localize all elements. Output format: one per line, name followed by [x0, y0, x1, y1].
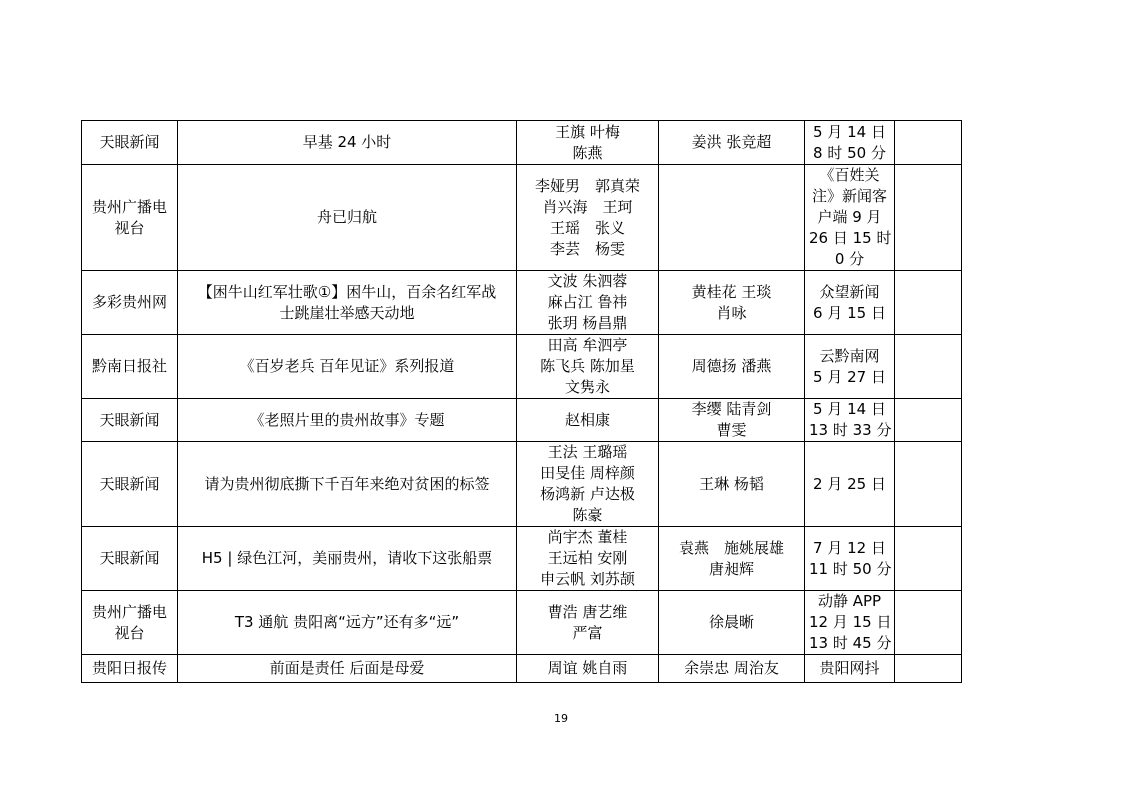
authors-cell: 田高 牟泗亭 陈飞兵 陈加星 文隽永 — [517, 335, 659, 399]
table-row — [82, 165, 962, 271]
table-row — [82, 399, 962, 442]
editors-cell: 徐晨晰 — [659, 591, 805, 655]
title-cell: 【困牛山红军壮歌①】困牛山，百余名红军战 士跳崖壮举感天动地 — [178, 271, 517, 335]
published-cell: 7 月 12 日 11 时 50 分 — [805, 527, 895, 591]
published-cell: 《百姓关 注》新闻客 户端 9 月 26 日 15 时 0 分 — [805, 165, 895, 271]
unit-cell: 黔南日报社 — [82, 335, 178, 399]
editors-cell: 余崇忠 周治友 — [659, 655, 805, 683]
table-row — [82, 591, 962, 655]
editors-cell: 黄桂花 王琰 肖咏 — [659, 271, 805, 335]
extra-cell — [895, 591, 962, 655]
title-cell: H5 | 绿色江河，美丽贵州，请收下这张船票 — [178, 527, 517, 591]
extra-cell — [895, 655, 962, 683]
authors-cell: 李娅男 郭真荣 肖兴海 王珂 王瑶 张义 李芸 杨雯 — [517, 165, 659, 271]
awards-table — [81, 120, 962, 683]
extra-cell — [895, 442, 962, 527]
authors-cell: 尚宇杰 董桂 王远柏 安刚 申云帆 刘苏颉 — [517, 527, 659, 591]
published-cell: 2 月 25 日 — [805, 442, 895, 527]
title-cell: 《老照片里的贵州故事》专题 — [178, 399, 517, 442]
published-cell: 云黔南网 5 月 27 日 — [805, 335, 895, 399]
editors-cell: 姜洪 张竞超 — [659, 121, 805, 165]
unit-cell: 多彩贵州网 — [82, 271, 178, 335]
extra-cell — [895, 121, 962, 165]
extra-cell — [895, 165, 962, 271]
unit-cell: 天眼新闻 — [82, 527, 178, 591]
page-number: 19 — [554, 712, 568, 725]
extra-cell — [895, 527, 962, 591]
title-cell: 舟已归航 — [178, 165, 517, 271]
unit-cell: 贵阳日报传 — [82, 655, 178, 683]
table-row — [82, 335, 962, 399]
authors-cell: 赵相康 — [517, 399, 659, 442]
editors-cell: 袁燕 施姚展雄 唐昶辉 — [659, 527, 805, 591]
table-row — [82, 655, 962, 683]
authors-cell: 文波 朱泗蓉 麻占江 鲁祎 张玥 杨昌鼎 — [517, 271, 659, 335]
authors-cell: 王法 王璐瑶 田旻佳 周梓颜 杨鸿新 卢达极 陈豪 — [517, 442, 659, 527]
title-cell: 请为贵州彻底撕下千百年来绝对贫困的标签 — [178, 442, 517, 527]
authors-cell: 周谊 姚自雨 — [517, 655, 659, 683]
extra-cell — [895, 399, 962, 442]
authors-cell: 王旗 叶梅 陈燕 — [517, 121, 659, 165]
table-row — [82, 442, 962, 527]
editors-cell — [659, 165, 805, 271]
published-cell: 众望新闻 6 月 15 日 — [805, 271, 895, 335]
unit-cell: 天眼新闻 — [82, 399, 178, 442]
unit-cell: 贵州广播电 视台 — [82, 591, 178, 655]
published-cell: 动静 APP 12 月 15 日 13 时 45 分 — [805, 591, 895, 655]
title-cell: T3 通航 贵阳离“远方”还有多“远” — [178, 591, 517, 655]
published-cell: 5 月 14 日 8 时 50 分 — [805, 121, 895, 165]
unit-cell: 贵州广播电 视台 — [82, 165, 178, 271]
editors-cell: 王琳 杨韬 — [659, 442, 805, 527]
editors-cell: 周德扬 潘燕 — [659, 335, 805, 399]
editors-cell: 李缨 陆青剑 曹雯 — [659, 399, 805, 442]
extra-cell — [895, 271, 962, 335]
unit-cell: 天眼新闻 — [82, 442, 178, 527]
title-cell: 《百岁老兵 百年见证》系列报道 — [178, 335, 517, 399]
title-cell: 早基 24 小时 — [178, 121, 517, 165]
published-cell: 贵阳网抖 — [805, 655, 895, 683]
authors-cell: 曹浩 唐艺维 严富 — [517, 591, 659, 655]
table-row — [82, 271, 962, 335]
extra-cell — [895, 335, 962, 399]
awards-table-body — [82, 121, 962, 683]
published-cell: 5 月 14 日 13 时 33 分 — [805, 399, 895, 442]
title-cell: 前面是责任 后面是母爱 — [178, 655, 517, 683]
table-row — [82, 121, 962, 165]
unit-cell: 天眼新闻 — [82, 121, 178, 165]
table-row — [82, 527, 962, 591]
